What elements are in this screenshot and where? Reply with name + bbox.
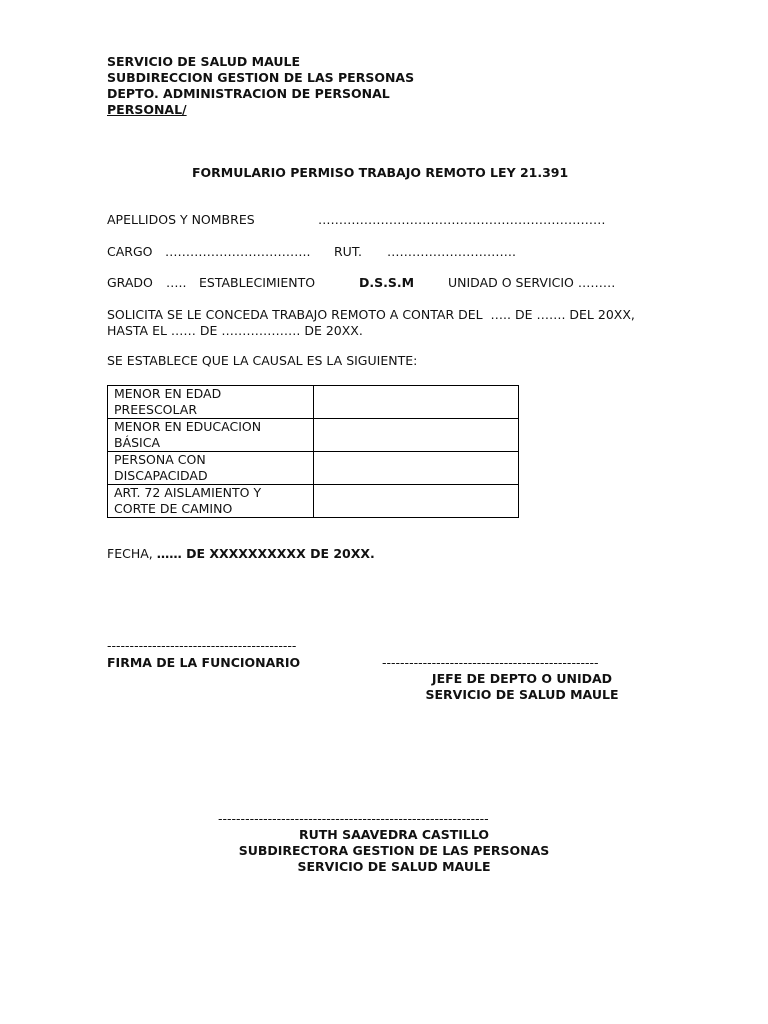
jefe-title: JEFE DE DEPTO O UNIDAD [431,671,613,686]
establecimiento-value: D.S.S.M [359,275,415,290]
unidad-field[interactable]: UNIDAD O SERVICIO ……… [448,275,616,290]
subdirectora-name: RUTH SAAVEDRA CASTILLO [299,827,489,842]
request-line-2: HASTA EL …… DE ………………. DE 20XX. [107,323,363,338]
header-line-subdireccion: SUBDIRECCION GESTION DE LAS PERSONAS [107,70,415,85]
funcionario-signature-line: ------------------------------------------ [107,638,297,653]
causal-mark-cell[interactable] [314,452,519,485]
causal-mark-cell[interactable] [314,485,519,518]
causal-table [107,385,519,518]
establecimiento-label: ESTABLECIMIENTO [199,275,316,290]
nombres-label: APELLIDOS Y NOMBRES [107,212,255,227]
fecha-value[interactable]: …… DE XXXXXXXXXX DE 20XX. [156,546,375,561]
document-header [107,54,414,118]
rut-label: RUT. [334,244,362,259]
table-row [108,419,519,452]
causal-mark-cell[interactable] [314,386,519,419]
table-row [108,485,519,518]
jefe-service: SERVICIO DE SALUD MAULE [425,687,619,702]
form-title: FORMULARIO PERMISO TRABAJO REMOTO LEY 21.391 [192,165,569,180]
causal-intro: SE ESTABLECE QUE LA CAUSAL ES LA SIGUIENTE: [107,353,418,368]
funcionario-signature-label: FIRMA DE LA FUNCIONARIO [107,655,301,670]
rut-field[interactable]: …………………………. [387,244,516,259]
jefe-signature-line: ------------------------------------------------ [382,655,599,670]
table-row [108,452,519,485]
causal-label: MENOR EN EDUCACION BÁSICA [108,419,314,452]
grado-label: GRADO [107,275,153,290]
header-line-personal: PERSONAL/ [107,102,187,117]
causal-label: MENOR EN EDAD PREESCOLAR [108,386,314,419]
request-line-1: SOLICITA SE LE CONCEDA TRABAJO REMOTO A CONTAR DEL ….. DE ……. DEL 20XX, [107,307,635,322]
cargo-label: CARGO [107,244,153,259]
fecha-line [107,546,375,562]
subdirectora-signature-line: ------------------------------------------------------------ [218,811,489,826]
table-row [108,386,519,419]
header-line-service: SERVICIO DE SALUD MAULE [107,54,301,69]
header-line-depto: DEPTO. ADMINISTRACION DE PERSONAL [107,86,390,101]
cargo-field[interactable]: …………………………….. [165,244,311,259]
causal-label: ART. 72 AISLAMIENTO Y CORTE DE CAMINO [108,485,314,518]
causal-mark-cell[interactable] [314,419,519,452]
grado-field[interactable]: ….. [166,275,187,290]
nombres-field[interactable]: …………………………………………………………… [318,212,606,227]
subdirectora-title: SUBDIRECTORA GESTION DE LAS PERSONAS [238,843,550,858]
fecha-label: FECHA, [107,546,157,561]
causal-label: PERSONA CON DISCAPACIDAD [108,452,314,485]
subdirectora-service: SERVICIO DE SALUD MAULE [297,859,491,874]
